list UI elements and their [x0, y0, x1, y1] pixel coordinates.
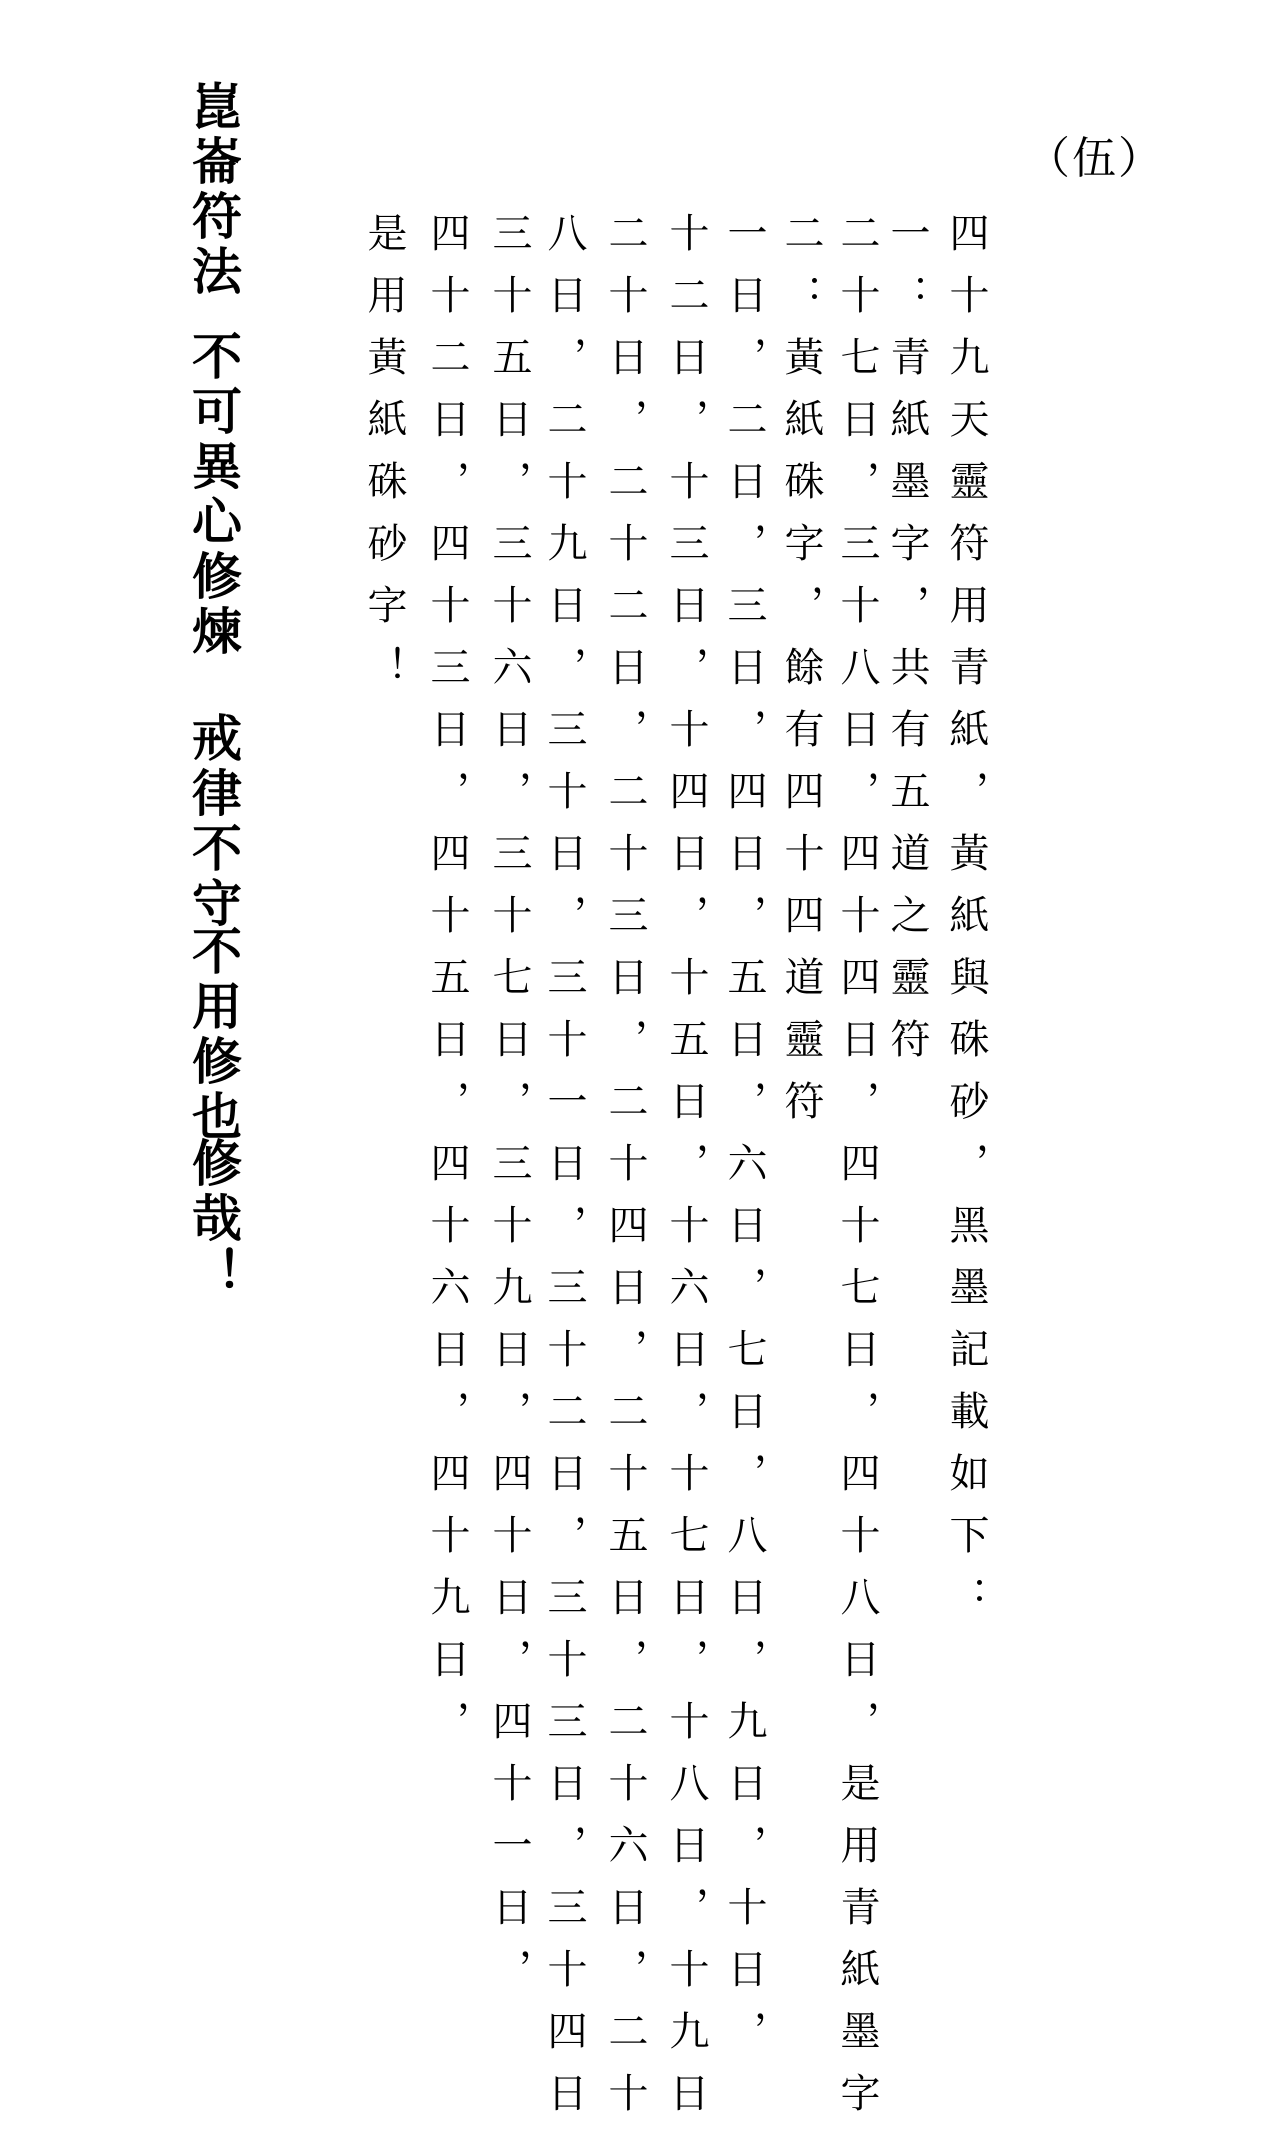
body-line-9: 三十五日，三十六日，三十七日，三十九日，四十日，四十一日，	[486, 212, 532, 2010]
side-phrase-4: 修哉！	[184, 1137, 243, 1302]
body-line-7: 二十日，二十二日，二十三日，二十四日，二十五日，二十六日，二十	[602, 212, 648, 2134]
body-line-8: 八日，二十九日，三十日，三十一日，三十二日，三十三日，三十四日	[541, 212, 587, 2134]
page-number: （伍）	[1026, 133, 1164, 184]
body-line-6: 十二日，十三日，十四日，十五日，十六日，十七日，十八日，十九日	[663, 212, 709, 2134]
body-line-11: 是用黃紙硃砂字！	[361, 212, 407, 708]
body-line-2: 一：青紙墨字，共有五道之靈符	[884, 212, 930, 1080]
body-line-1: 四十九天靈符用青紙，黃紙與硃砂，黑墨記載如下：	[943, 212, 989, 1638]
body-line-4: 二：黃紙硃字，餘有四十四道靈符	[778, 212, 824, 1142]
side-phrase-2: 戒律不守	[184, 712, 243, 932]
side-phrase-3: 不用修也	[184, 925, 243, 1145]
side-title: 崑崙符法	[184, 80, 243, 300]
body-line-5: 一日，二日，三日，四日，五日，六日，七日，八日，九日，十日，	[721, 212, 767, 2072]
side-phrase-1: 不可異心修煉	[184, 330, 243, 660]
body-line-10: 四十二日，四十三日，四十五日，四十六日，四十九日，	[424, 212, 470, 1762]
body-line-3: 二十七日，三十八日，四十四日，四十七日，四十八日，是用青紙墨字	[834, 212, 880, 2134]
